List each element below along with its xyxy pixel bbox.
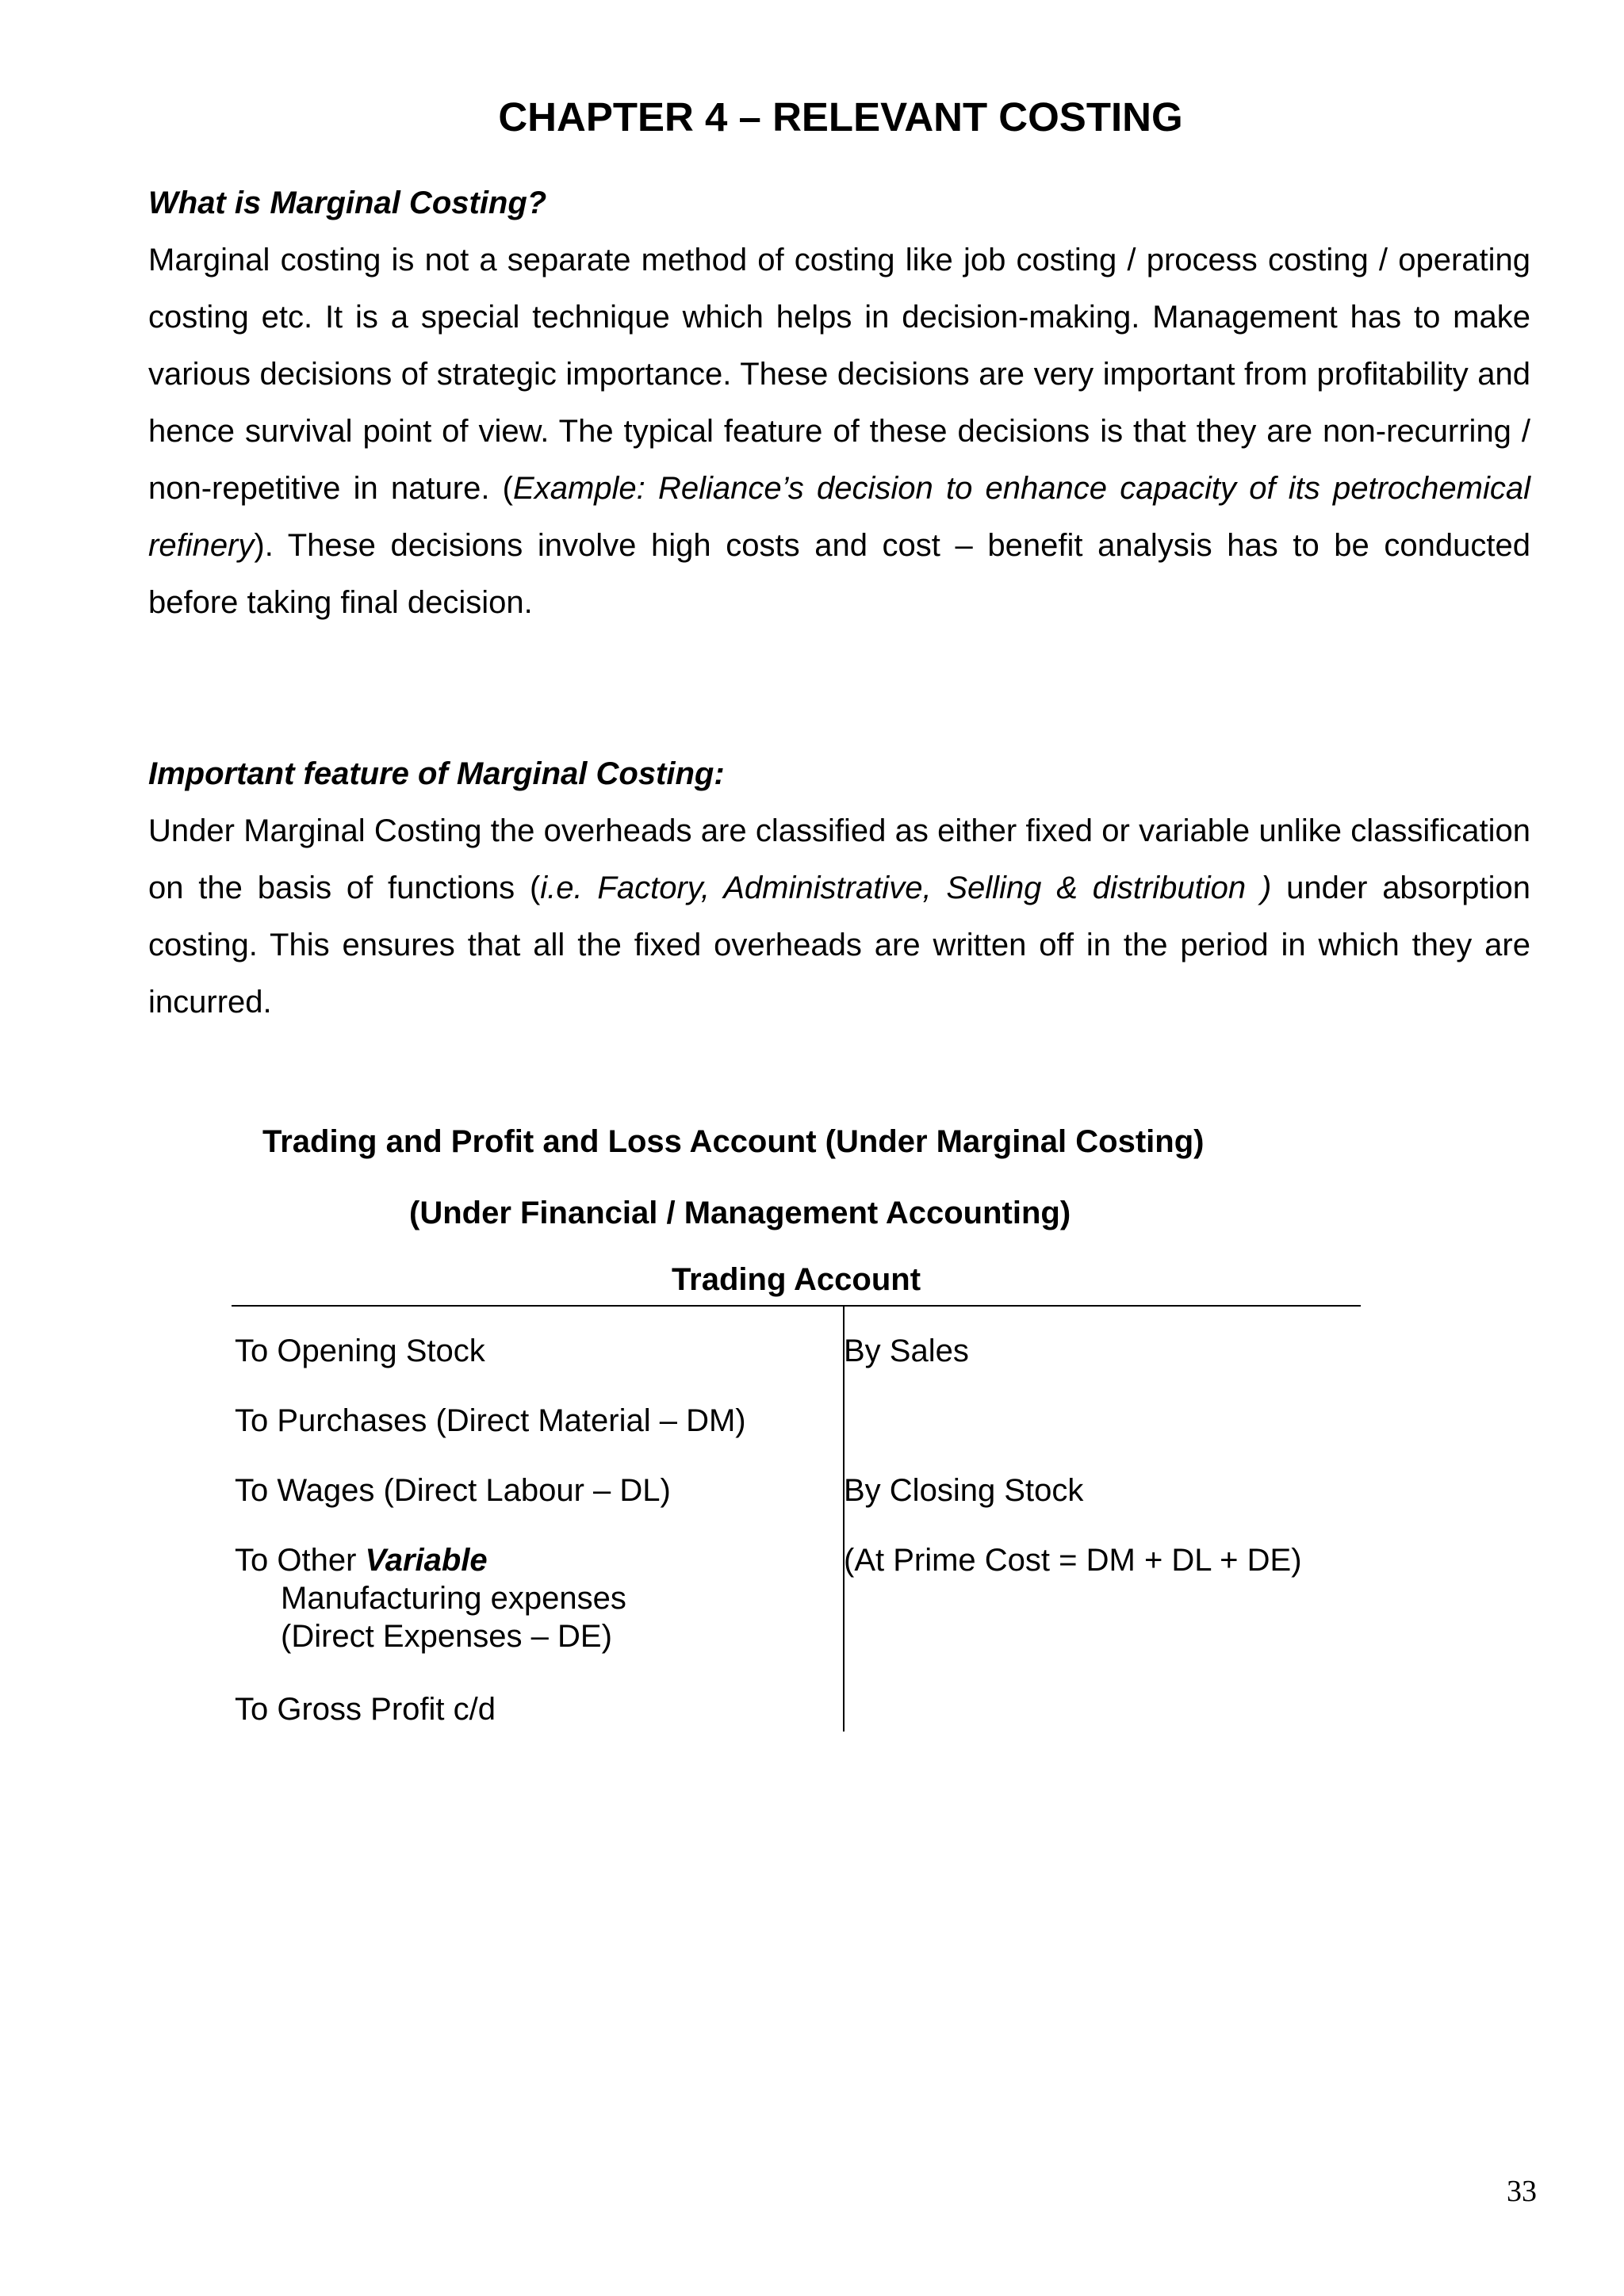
- paragraph-marginal-costing: [148, 232, 1530, 631]
- page-number: 33: [1507, 2175, 1537, 2208]
- paragraph-important-feature: [148, 802, 1530, 1031]
- paragraph-text: Under Marginal Costing the overheads are classified as either fixed or variable unlike classification on the basis of functions (: [148, 813, 1530, 905]
- debit-gross-profit: To Gross Profit c/d: [235, 1692, 496, 1727]
- paragraph-text: under absorption costing. This ensures that all the fixed overheads are written off in the period in which they are incurred.: [148, 871, 1530, 1020]
- credit-sales: By Sales: [844, 1334, 969, 1368]
- debit-purchases: To Purchases (Direct Material – DM): [235, 1403, 746, 1438]
- chapter-title: CHAPTER 4 – RELEVANT COSTING: [498, 94, 1183, 140]
- paragraph-text: ). These decisions involve high costs and cost – benefit analysis has to be conducted before taking final decision.: [148, 528, 1530, 620]
- debit-other-line2: Manufacturing expenses: [281, 1581, 626, 1616]
- credit-prime-cost-note: (At Prime Cost = DM + DL + DE): [844, 1543, 1302, 1578]
- debit-other-variable-expenses: [235, 1541, 626, 1655]
- account-title: Trading and Profit and Loss Account (Under Marginal Costing): [262, 1124, 1205, 1159]
- debit-wages: To Wages (Direct Labour – DL): [235, 1473, 671, 1508]
- paragraph-text: Marginal costing is not a separate method of costing like job costing / process costing / operating costing etc. It is a special technique which helps in decision-making. Management has to make various decisions of strategic importance. These decisions are very important from profitability and hence survival point of view. The typical feature of these decisions is that they are non-recurring / non-repetitive in nature. (: [148, 243, 1530, 506]
- section-heading-important-feature: Important feature of Marginal Costing:: [148, 756, 725, 791]
- debit-other-prefix: To Other: [235, 1543, 366, 1578]
- debit-opening-stock: To Opening Stock: [235, 1334, 485, 1368]
- section-heading-marginal-costing: What is Marginal Costing?: [148, 186, 547, 220]
- credit-closing-stock: By Closing Stock: [844, 1473, 1084, 1508]
- account-column-divider: [843, 1307, 845, 1732]
- paragraph-example-italic: Example: Reliance’s decision to enhance capacity of its petrochemical refinery: [148, 471, 1531, 563]
- paragraph-functions-italic: i.e. Factory, Administrative, Selling & distribution ): [540, 871, 1272, 905]
- account-subtitle: (Under Financial / Management Accounting): [409, 1196, 1071, 1230]
- debit-other-variable-bold: Variable: [365, 1543, 488, 1578]
- debit-other-line3: (Direct Expenses – DE): [281, 1619, 612, 1654]
- trading-account-heading: Trading Account: [232, 1261, 1361, 1307]
